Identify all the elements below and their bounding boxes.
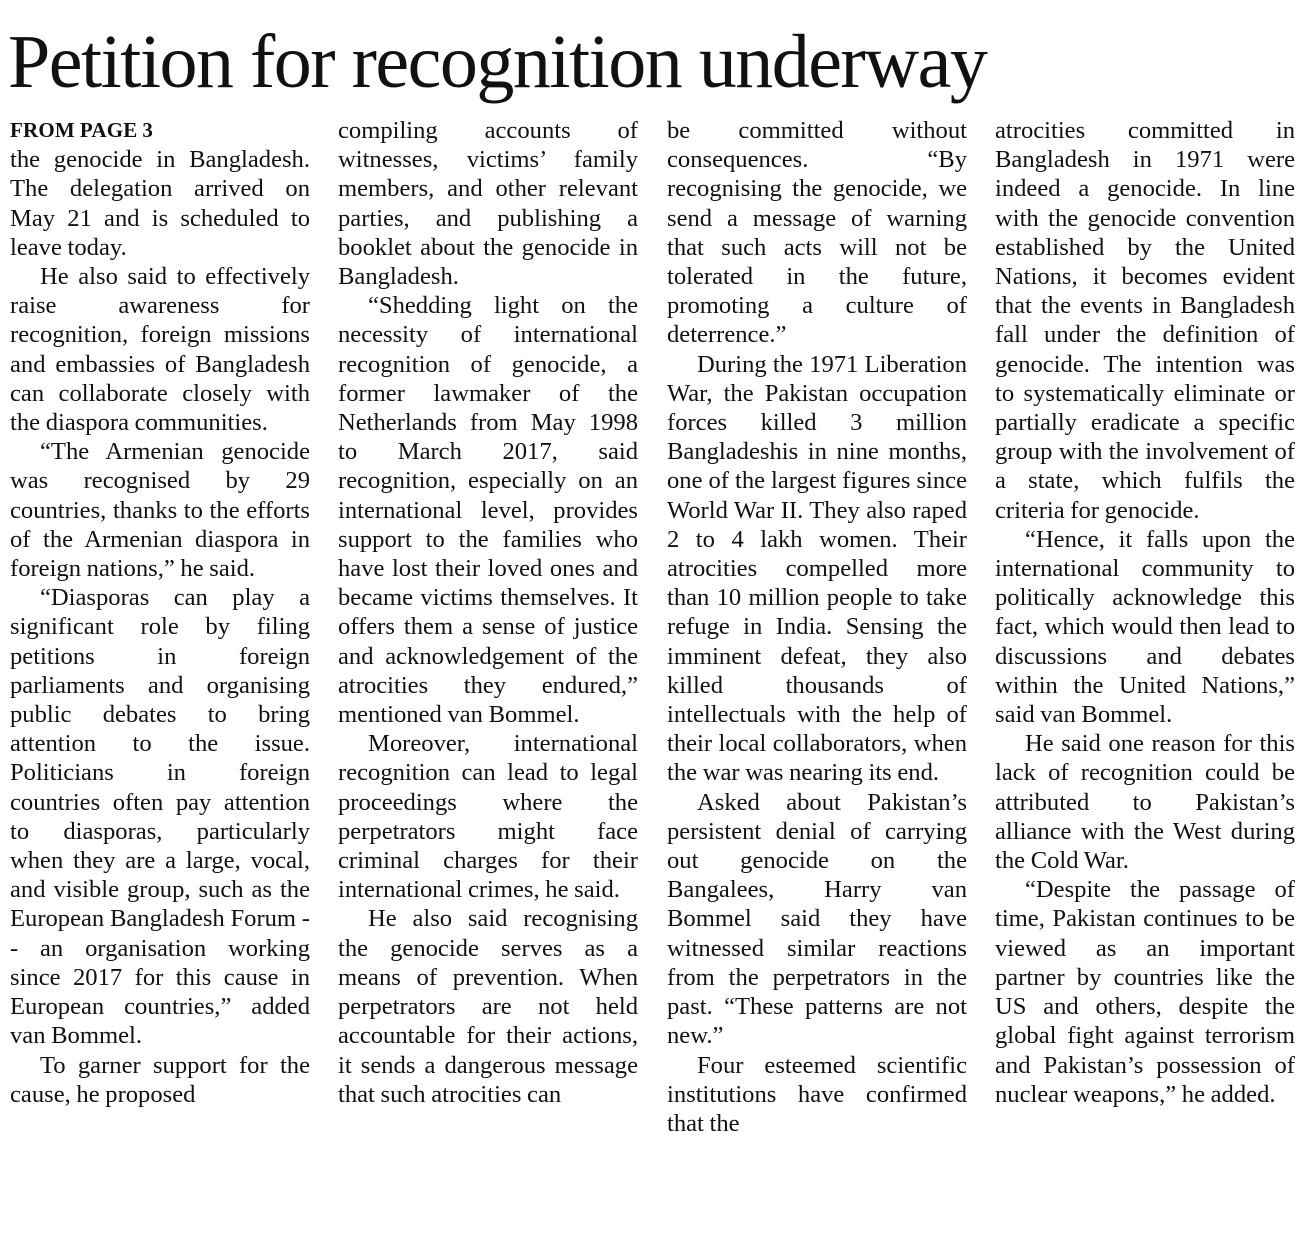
paragraph: the genocide in Bangladesh. The delegation arrived on May 21 and is scheduled to leave today. — [10, 146, 310, 261]
paragraph: be committed without consequences. “By recognising the genocide, we send a message of warning that such acts will not be tolerated in the future, promoting a culture of deterrence.” — [667, 117, 967, 349]
kicker-from-page: FROM PAGE 3 — [10, 118, 154, 142]
paragraph: “Diasporas can play a significant role by filing petitions in foreign parliaments and organising public debates to bring attention to the issue. Politicians in foreign countries often pay attention to diasporas, particularly when they are a large, vocal, and visible group, such as the European Bangladesh Forum -- an organisation working since 2017 for this cause in European countries,” added van Bommel. — [10, 584, 310, 1050]
article-column-2 — [338, 116, 638, 1109]
paragraph: “Despite the passage of time, Pakistan continues to be viewed as an important partner by countries like the US and others, despite the global fight against terrorism and Pakistan’s possession of nuclear weapons,” he added. — [995, 876, 1295, 1108]
paragraph: “The Armenian genocide was recognised by 29 countries, thanks to the efforts of the Armenian diaspora in foreign nations,” he said. — [10, 438, 310, 583]
paragraph: He also said recognising the genocide serves as a means of prevention. When perpetrators are not held accountable for their actions, it sends a dangerous message that such atrocities can — [338, 905, 638, 1108]
paragraph: During the 1971 Liberation War, the Pakistan occupation forces killed 3 million Bangladeshis in nine months, one of the largest figures since World War II. They also raped 2 to 4 lakh women. Their atrocities compelled more than 10 million people to take refuge in India. Sensing the imminent defeat, they also killed thousands of intellectuals with the help of their local collaborators, when the war was nearing its end. — [667, 350, 967, 787]
paragraph: “Hence, it falls upon the international community to politically acknowledge this fact, which would then lead to discussions and debates within the United Nations,” said van Bommel. — [995, 525, 1295, 729]
article-column-1 — [10, 116, 310, 1109]
article-column-4 — [995, 116, 1295, 1109]
paragraph: To garner support for the cause, he proposed — [10, 1051, 310, 1108]
article-column-3 — [667, 116, 967, 1138]
paragraph: “Shedding light on the necessity of international recognition of genocide, a former lawmaker of the Netherlands from May 1998 to March 2017, said recognition, especially on an international level, provides support to the families who have lost their loved ones and became victims themselves. It offers them a sense of justice and acknowledgement of the atrocities they endured,” mentioned van Bommel. — [338, 292, 638, 729]
paragraph: Four esteemed scientific institutions have confirmed that the — [667, 1051, 967, 1137]
paragraph: He also said to effectively raise awareness for recognition, foreign missions and embassies of Bangladesh can collaborate closely with the diaspora communities. — [10, 263, 310, 437]
paragraph: compiling accounts of witnesses, victims’ family members, and other relevant parties, and publishing a booklet about the genocide in Bangladesh. — [338, 117, 638, 291]
paragraph: He said one reason for this lack of recognition could be attributed to Pakistan’s alliance with the West during the Cold War. — [995, 730, 1295, 875]
paragraph: Asked about Pakistan’s persistent denial of carrying out genocide on the Bangalees, Harry van Bommel said they have witnessed similar reactions from the perpetrators in the past. “These patterns are not new.” — [667, 788, 967, 1050]
paragraph: atrocities committed in Bangladesh in 1971 were indeed a genocide. In line with the genocide convention established by the United Nations, it becomes evident that the events in Bangladesh fall under the definition of genocide. The intention was to systematically eliminate or partially eradicate a specific group with the involvement of a state, which fulfils the criteria for genocide. — [995, 117, 1295, 524]
paragraph: Moreover, international recognition can lead to legal proceedings where the perpetrators might face criminal charges for their international crimes, he said. — [338, 730, 638, 904]
headline: Petition for recognition underway — [8, 20, 987, 104]
